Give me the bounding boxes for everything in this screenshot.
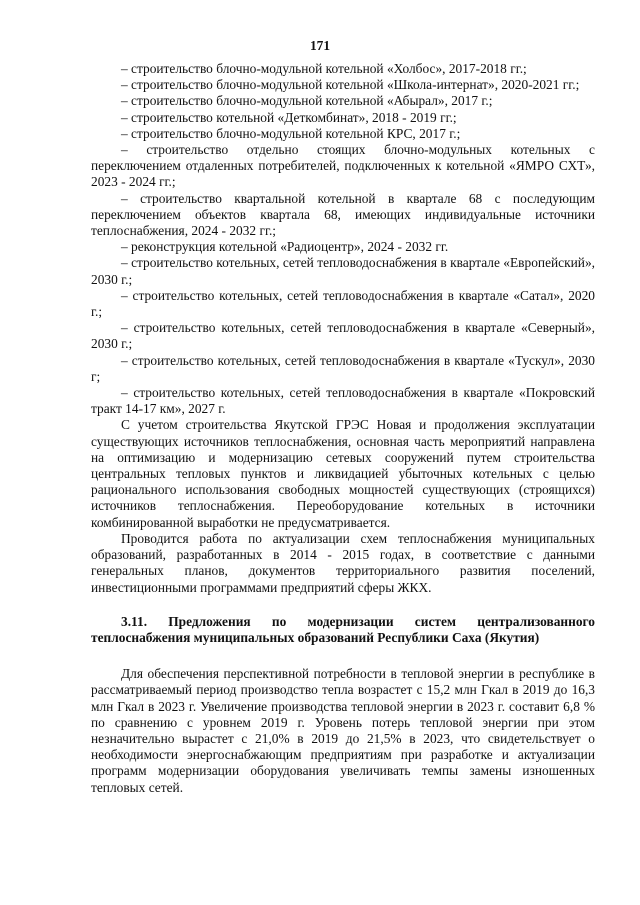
spacer <box>91 646 595 666</box>
list-item: – строительство котельных, сетей тепловодоснабжения в квартале «Европейский», 2030 г.; <box>91 255 595 287</box>
list-item: – строительство котельных, сетей тепловодоснабжения в квартале «Покровский тракт 14-17 км», 2027 г. <box>91 385 595 417</box>
list-item: – реконструкция котельной «Радиоцентр», 2024 - 2032 гг. <box>121 239 449 255</box>
body-paragraph-1: С учетом строительства Якутской ГРЭС Новая и продолжения эксплуатации существующих источников теплоснабжения, основная часть мероприятий направлена на оптимизацию и модернизацию сетевых сооружений путем строительства центральных тепловых пунктов и ликвидацией убыточных котельных с целью рационального использования свободных мощностей существующих (строящихся) источников теплоснабжения. Переоборудование котельных в источники комбинированной выработки не предусматривается. <box>91 417 595 530</box>
list-item: – строительство блочно-модульной котельной «Абырал», 2017 г.; <box>121 93 493 109</box>
list-item: – строительство блочно-модульной котельной «Школа-интернат», 2020-2021 гг.; <box>121 77 580 93</box>
spacer <box>91 596 595 604</box>
list-item: – строительство котельной «Деткомбинат», 2018 - 2019 гг.; <box>121 109 457 125</box>
section-heading: 3.11. Предложения по модернизации систем централизованного теплоснабжения муниципальных образований Республики Саха (Якутия) <box>91 613 595 645</box>
list-item: – строительство котельных, сетей тепловодоснабжения в квартале «Тускул», 2030 г; <box>91 352 595 384</box>
page-number: 171 <box>309 38 331 53</box>
body-paragraph-2: Проводится работа по актуализации схем теплоснабжения муниципальных образований, разработанных в 2014 - 2015 годах, в соответствие с данными генеральных планов, документов территориального развития поселений, инвестиционными программами предприятий сферы ЖКХ. <box>91 530 595 595</box>
list-item: – строительство котельных, сетей тепловодоснабжения в квартале «Северный», 2030 г.; <box>91 320 595 352</box>
list-item: – строительство отдельно стоящих блочно-модульных котельных с переключением отдаленных потребителей, подключенных к котельной «ЯМРО СХТ», 2023 - 2024 гг.; <box>91 142 595 190</box>
body-paragraph-3: Для обеспечения перспективной потребности в тепловой энергии в республике в рассматриваемый период производство тепла возрастет с 15,2 млн Гкал в 2019 до 16,3 млн Гкал в 2023 г. Увеличение производства тепловой энергии в 2023 г. составит 6,8 % по сравнению с уровнем 2019 г. Уровень потерь тепловой энергии при этом незначительно вырастет с 21,0% в 2019 до 21,5% в 2023, что свидетельствует о необходимости энергоснабжающим предприятиям при разработке и актуализации программ модернизации оборудования увеличивать темпы замены изношенных тепловых сетей. <box>91 666 595 795</box>
list-item: – строительство блочно-модульной котельной КРС, 2017 г.; <box>121 125 461 141</box>
list-item: – строительство квартальной котельной в квартале 68 с последующим переключением объектов квартала 68, имеющих индивидуальные источники теплоснабжения, 2024 - 2032 гг.; <box>91 190 595 239</box>
page-content <box>91 61 595 796</box>
list-item: – строительство котельных, сетей тепловодоснабжения в квартале «Сатал», 2020 г.; <box>91 287 595 320</box>
list-item: – строительство блочно-модульной котельной «Холбос», 2017-2018 гг.; <box>121 61 527 76</box>
